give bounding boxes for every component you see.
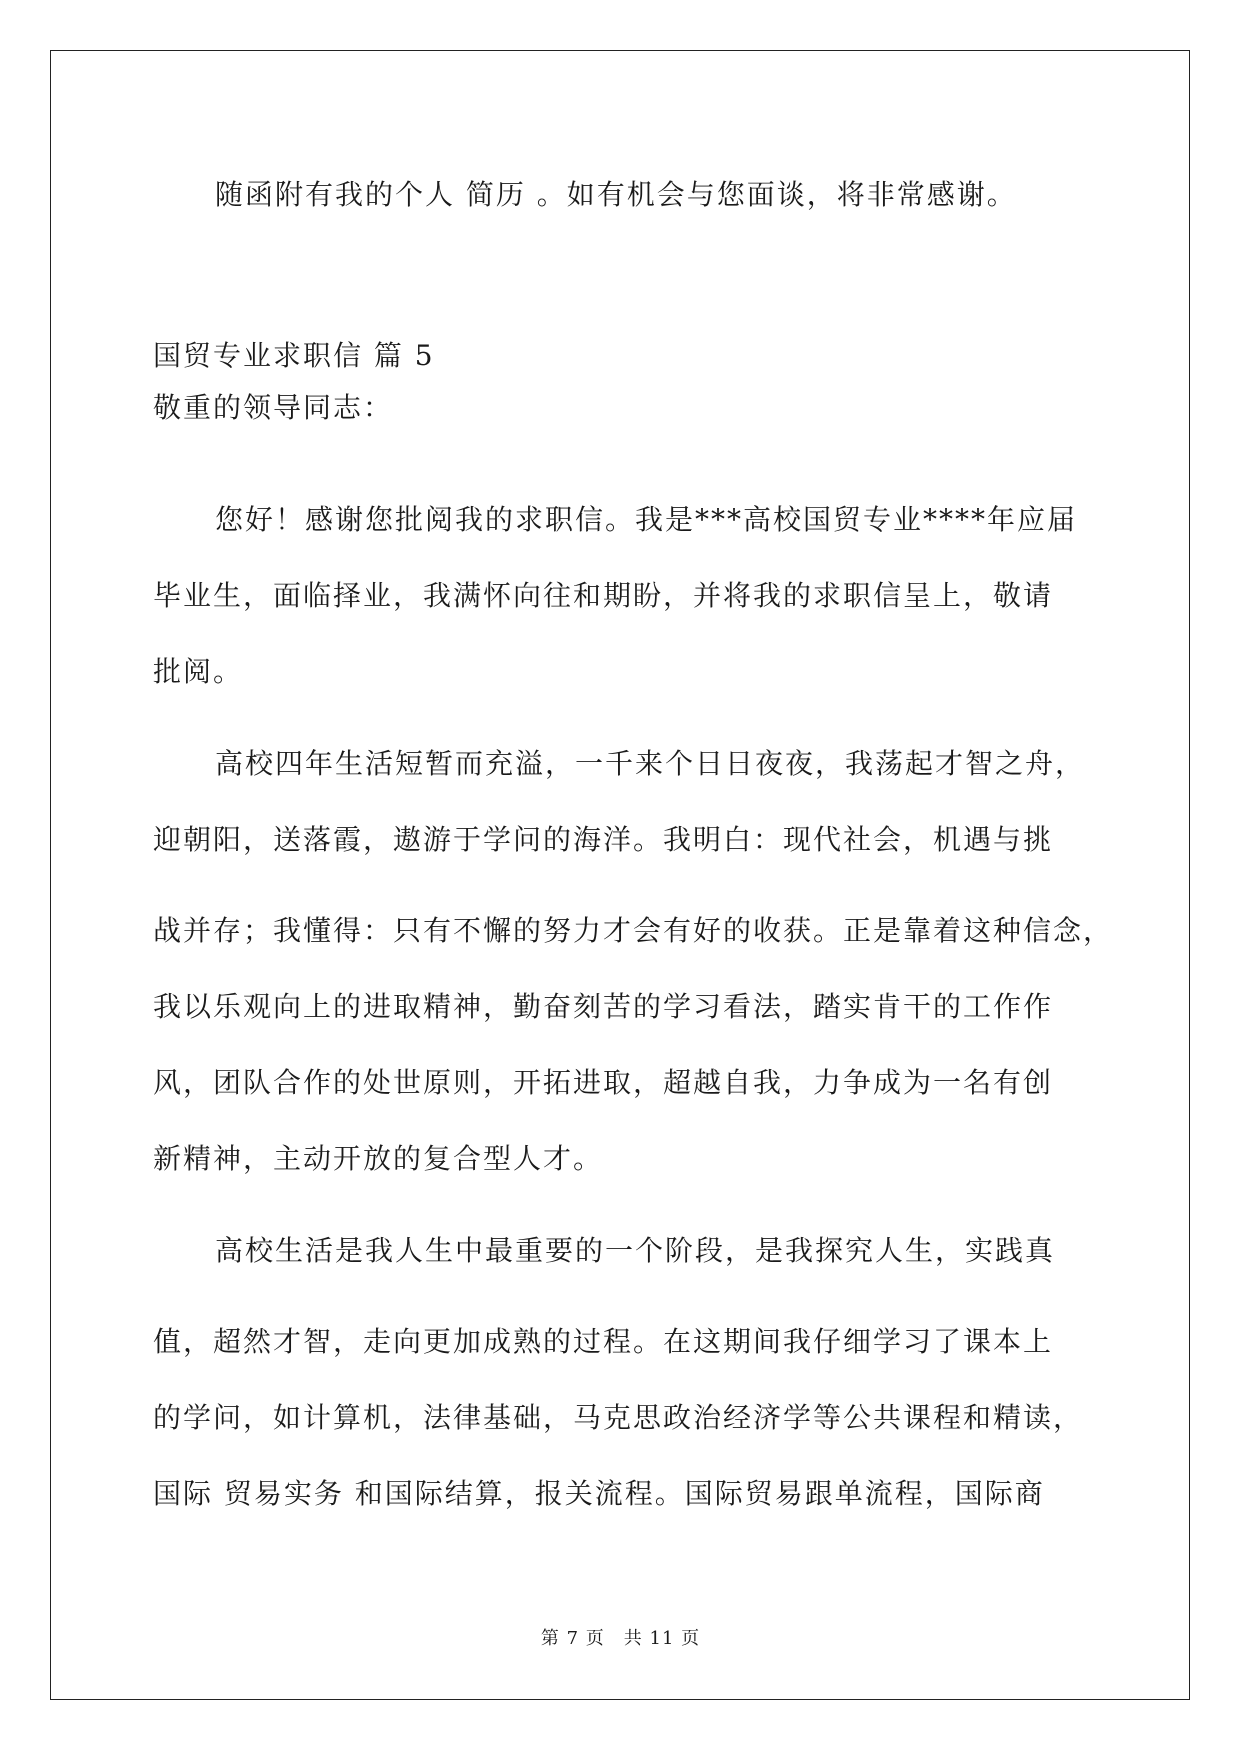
paragraph-line: 高校生活是我人生中最重要的一个阶段，是我探究人生，实践真 (215, 1234, 1056, 1267)
paragraph-line: 我以乐观向上的进取精神，勤奋刻苦的学习看法，踏实肯干的工作作 (153, 990, 1054, 1023)
paragraph-line: 国际 贸易实务 和国际结算，报关流程。国际贸易跟单流程，国际商 (153, 1477, 1045, 1510)
paragraph-line: 毕业生，面临择业，我满怀向往和期盼，并将我的求职信呈上，敬请 (153, 579, 1054, 612)
section-title: 国贸专业求职信 篇 5 (153, 339, 435, 372)
paragraph-line: 的学问，如计算机，法律基础，马克思政治经济学等公共课程和精读， (153, 1401, 1084, 1434)
page-number: 第 7 页 共 11 页 (540, 1628, 701, 1649)
paragraph-line: 新精神，主动开放的复合型人才。 (153, 1142, 604, 1175)
page-border (50, 50, 1190, 1700)
paragraph-line: 值，超然才智，走向更加成熟的过程。在这期间我仔细学习了课本上 (153, 1325, 1054, 1358)
paragraph-line: 战并存；我懂得：只有不懈的努力才会有好的收获。正是靠着这种信念， (153, 914, 1114, 947)
salutation: 敬重的领导同志： (153, 391, 394, 424)
paragraph-line: 迎朝阳，送落霞，遨游于学问的海洋。我明白：现代社会，机遇与挑 (153, 823, 1054, 856)
paragraph-line: 批阅。 (153, 655, 244, 688)
closing-paragraph: 随函附有我的个人 简历 。如有机会与您面谈，将非常感谢。 (215, 178, 1017, 211)
paragraph-line: 风，团队合作的处世原则，开拓进取，超越自我，力争成为一名有创 (153, 1066, 1054, 1099)
paragraph-line: 您好！感谢您批阅我的求职信。我是***高校国贸专业****年应届 (215, 503, 1078, 536)
paragraph-line: 高校四年生活短暂而充溢，一千来个日日夜夜，我荡起才智之舟， (215, 747, 1086, 780)
